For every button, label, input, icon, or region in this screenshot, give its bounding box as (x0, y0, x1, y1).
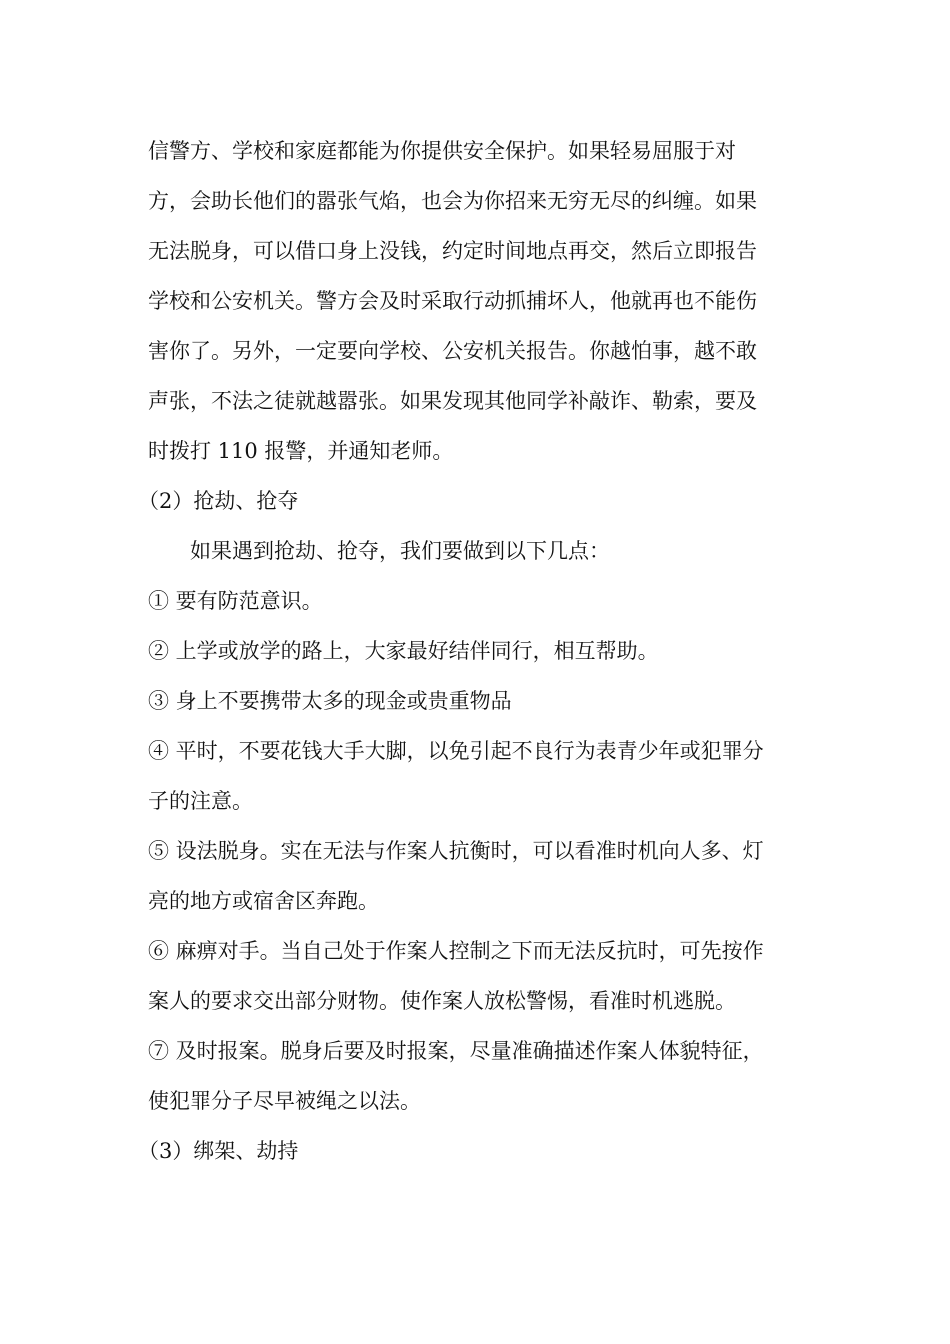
list-item: ④ 平时，不要花钱大手大脚，以免引起不良行为表青少年或犯罪分 (148, 739, 764, 763)
paragraph-line: 无法脱身，可以借口身上没钱，约定时间地点再交，然后立即报告 (148, 239, 757, 263)
paragraph-line: 方，会助长他们的嚣张气焰，也会为你招来无穷无尽的纠缠。如果 (148, 189, 757, 213)
list-item: ② 上学或放学的路上，大家最好结伴同行，相互帮助。 (148, 639, 659, 663)
document-body (138, 126, 808, 1176)
list-item: ③ 身上不要携带太多的现金或贵重物品 (148, 689, 512, 713)
list-item: ⑥ 麻痹对手。当自己处于作案人控制之下而无法反抗时，可先按作 (148, 939, 764, 963)
list-item: ① 要有防范意识。 (148, 589, 323, 613)
paragraph-line: 害你了。另外，一定要向学校、公安机关报告。你越怕事，越不敢 (148, 339, 757, 363)
list-item-continuation: 案人的要求交出部分财物。使作案人放松警惕，看准时机逃脱。 (148, 989, 736, 1013)
section-intro: 如果遇到抢劫、抢夺，我们要做到以下几点： (190, 539, 610, 563)
paragraph-line: 学校和公安机关。警方会及时采取行动抓捕坏人，他就再也不能伤 (148, 289, 757, 313)
section-heading-robbery: （2）抢劫、抢夺 (138, 489, 299, 513)
list-item-continuation: 子的注意。 (148, 789, 253, 813)
paragraph-line: 时拨打 110 报警，并通知老师。 (148, 439, 454, 463)
paragraph-line: 信警方、学校和家庭都能为你提供安全保护。如果轻易屈服于对 (148, 139, 736, 163)
list-item-continuation: 使犯罪分子尽早被绳之以法。 (148, 1089, 421, 1113)
list-item: ⑤ 设法脱身。实在无法与作案人抗衡时，可以看准时机向人多、灯 (148, 839, 764, 863)
list-item-continuation: 亮的地方或宿舍区奔跑。 (148, 889, 379, 913)
paragraph-line: 声张，不法之徒就越嚣张。如果发现其他同学补敲诈、勒索，要及 (148, 389, 757, 413)
section-heading-kidnapping: （3）绑架、劫持 (138, 1139, 299, 1163)
list-item: ⑦ 及时报案。脱身后要及时报案，尽量准确描述作案人体貌特征， (148, 1039, 764, 1063)
